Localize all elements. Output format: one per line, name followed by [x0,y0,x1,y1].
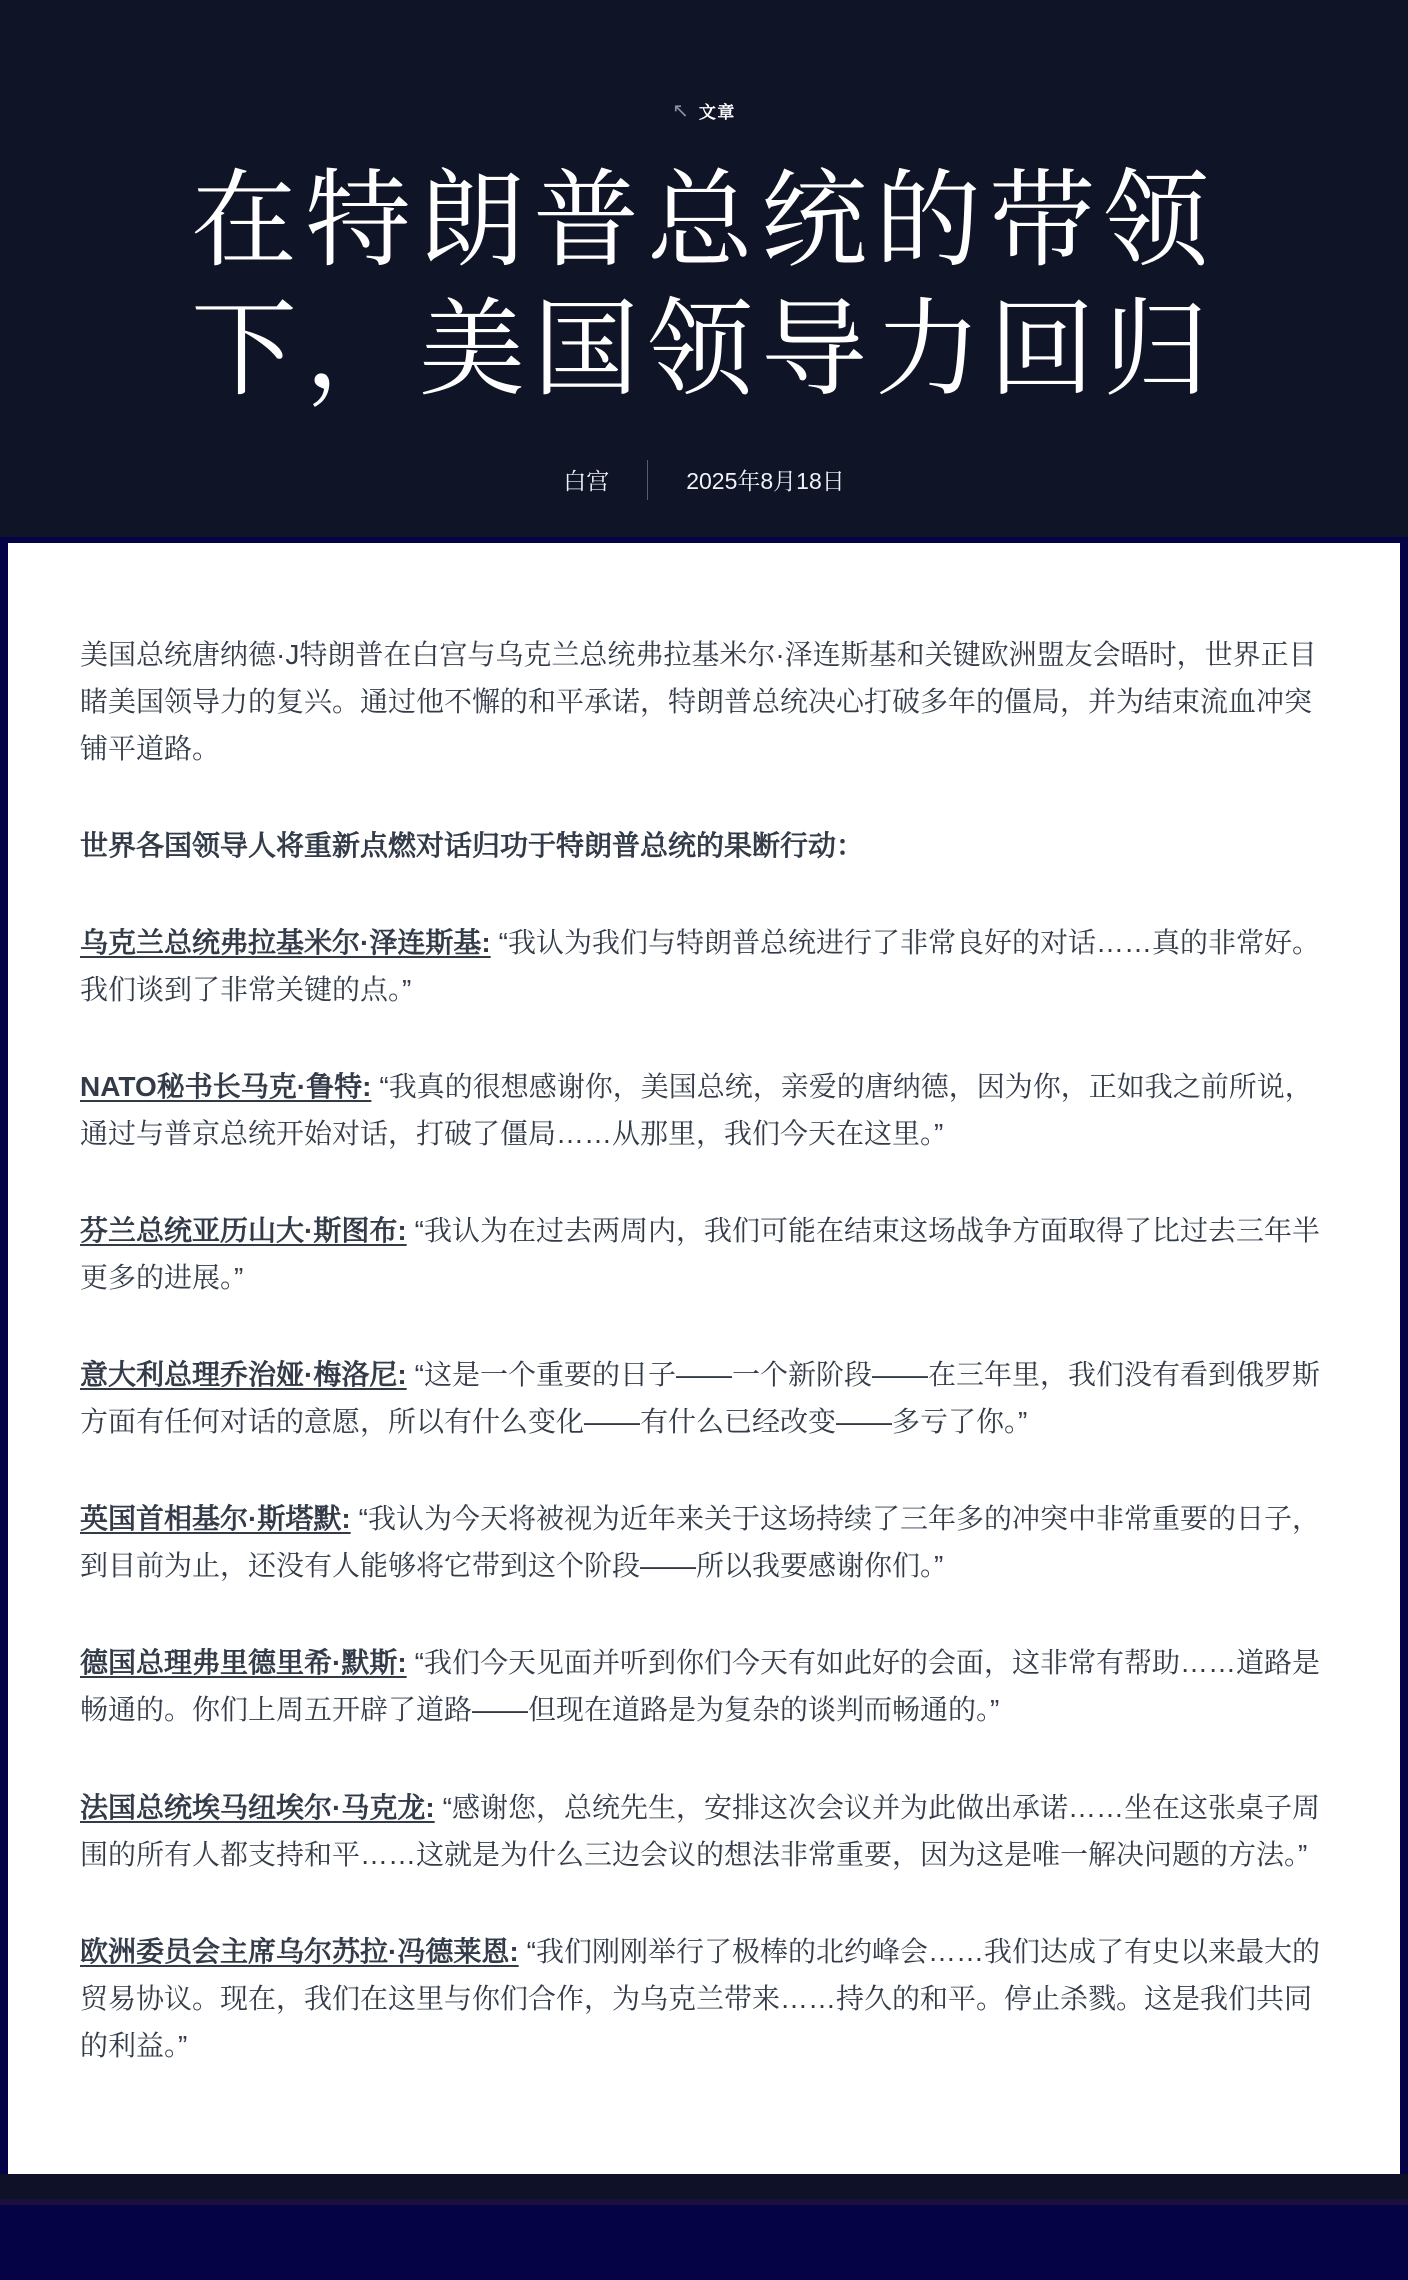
leader-quote-rutte [80,1063,1330,1157]
page-title-line-2: 下，美国领导力回归 [191,292,1217,410]
quote-text: “我们刚刚举行了极棒的北约峰会……我们达成了有史以来最大的贸易协议。现在，我们在这里与你们合作，为乌克兰带来……持久的和平。停止杀戮。这是我们共同的利益。” [80,1935,1320,2061]
quote-text: “我们今天见面并听到你们今天有如此好的会面，这非常有帮助……道路是畅通的。你们上周五开辟了道路——但现在道路是为复杂的谈判而畅通的。” [80,1647,1320,1726]
leader-quote-meloni [80,1351,1330,1445]
source-label: 白宫 [563,468,610,495]
leader-link[interactable]: 欧洲委员会主席乌尔苏拉·冯德莱恩: [80,1935,519,1967]
quote-text: “我认为今天将被视为近年来关于这场持续了三年多的冲突中非常重要的日子，到目前为止，还没有人能够将它带到这个阶段——所以我要感谢你们。” [80,1503,1320,1582]
leader-link[interactable]: 英国首相基尔·斯塔默: [80,1503,351,1535]
leader-link[interactable]: 法国总统埃马纽埃尔·马克龙: [80,1791,435,1823]
meta-divider [647,460,648,500]
publish-date: 2025年8月18日 [686,468,845,495]
leader-quote-zelensky [80,919,1330,1013]
page-title-line-1: 在特朗普总统的带领 [191,163,1217,280]
leader-quote-macron [80,1784,1330,1878]
quote-text: “我真的很想感谢你，美国总统，亲爱的唐纳德，因为你，正如我之前所说，通过与普京总统开始对话，打破了僵局……从那里，我们今天在这里。” [80,1071,1313,1150]
breadcrumb-articles-link[interactable] [672,98,736,123]
article-hero [0,0,1408,537]
quote-text: “这是一个重要的日子——一个新阶段——在三年里，我们没有看到俄罗斯方面有任何对话的意愿，所以有什么变化——有什么已经改变——多亏了你。” [80,1359,1320,1438]
leader-link[interactable]: 芬兰总统亚历山大·斯图布: [80,1215,407,1247]
leader-link[interactable]: 德国总理弗里德里希·默斯: [80,1647,407,1679]
leader-quote-starmer [80,1495,1330,1589]
leader-quote-stubb [80,1207,1330,1301]
quote-text: “我认为在过去两周内，我们可能在结束这场战争方面取得了比过去三年半更多的进展。” [80,1215,1320,1294]
intro-paragraph: 美国总统唐纳德·J特朗普在白宫与乌克兰总统弗拉基米尔·泽连斯基和关键欧洲盟友会晤时，世界正目睹美国领导力的复兴。通过他不懈的和平承诺，特朗普总统决心打破多年的僵局，并为结束流血冲突铺平道路。 [80,639,1317,765]
leader-quote-merz [80,1639,1330,1733]
leader-link[interactable]: NATO秘书长马克·鲁特: [80,1071,372,1103]
article-body [8,543,1400,2174]
breadcrumb-label: 文章 [698,103,736,122]
quote-text: “感谢您，总统先生，安排这次会议并为此做出承诺……坐在这张桌子周围的所有人都支持和平……这就是为什么三边会议的想法非常重要，因为这是唯一解决问题的方法。” [80,1791,1320,1870]
page-footer [0,2174,1408,2205]
lead-heading: 世界各国领导人将重新点燃对话归功于特朗普总统的果断行动： [80,830,865,862]
leader-link[interactable]: 意大利总理乔治娅·梅洛尼: [80,1359,407,1391]
page-title [0,157,1408,416]
leader-link[interactable]: 乌克兰总统弗拉基米尔·泽连斯基: [80,927,491,959]
quote-text: “我认为我们与特朗普总统进行了非常良好的对话……真的非常好。我们谈到了非常关键的点。” [80,927,1320,1006]
leader-quote-vonderleyen [80,1928,1330,2069]
arrow-up-left-icon: ↖ [672,100,689,122]
article-meta [0,460,1408,500]
